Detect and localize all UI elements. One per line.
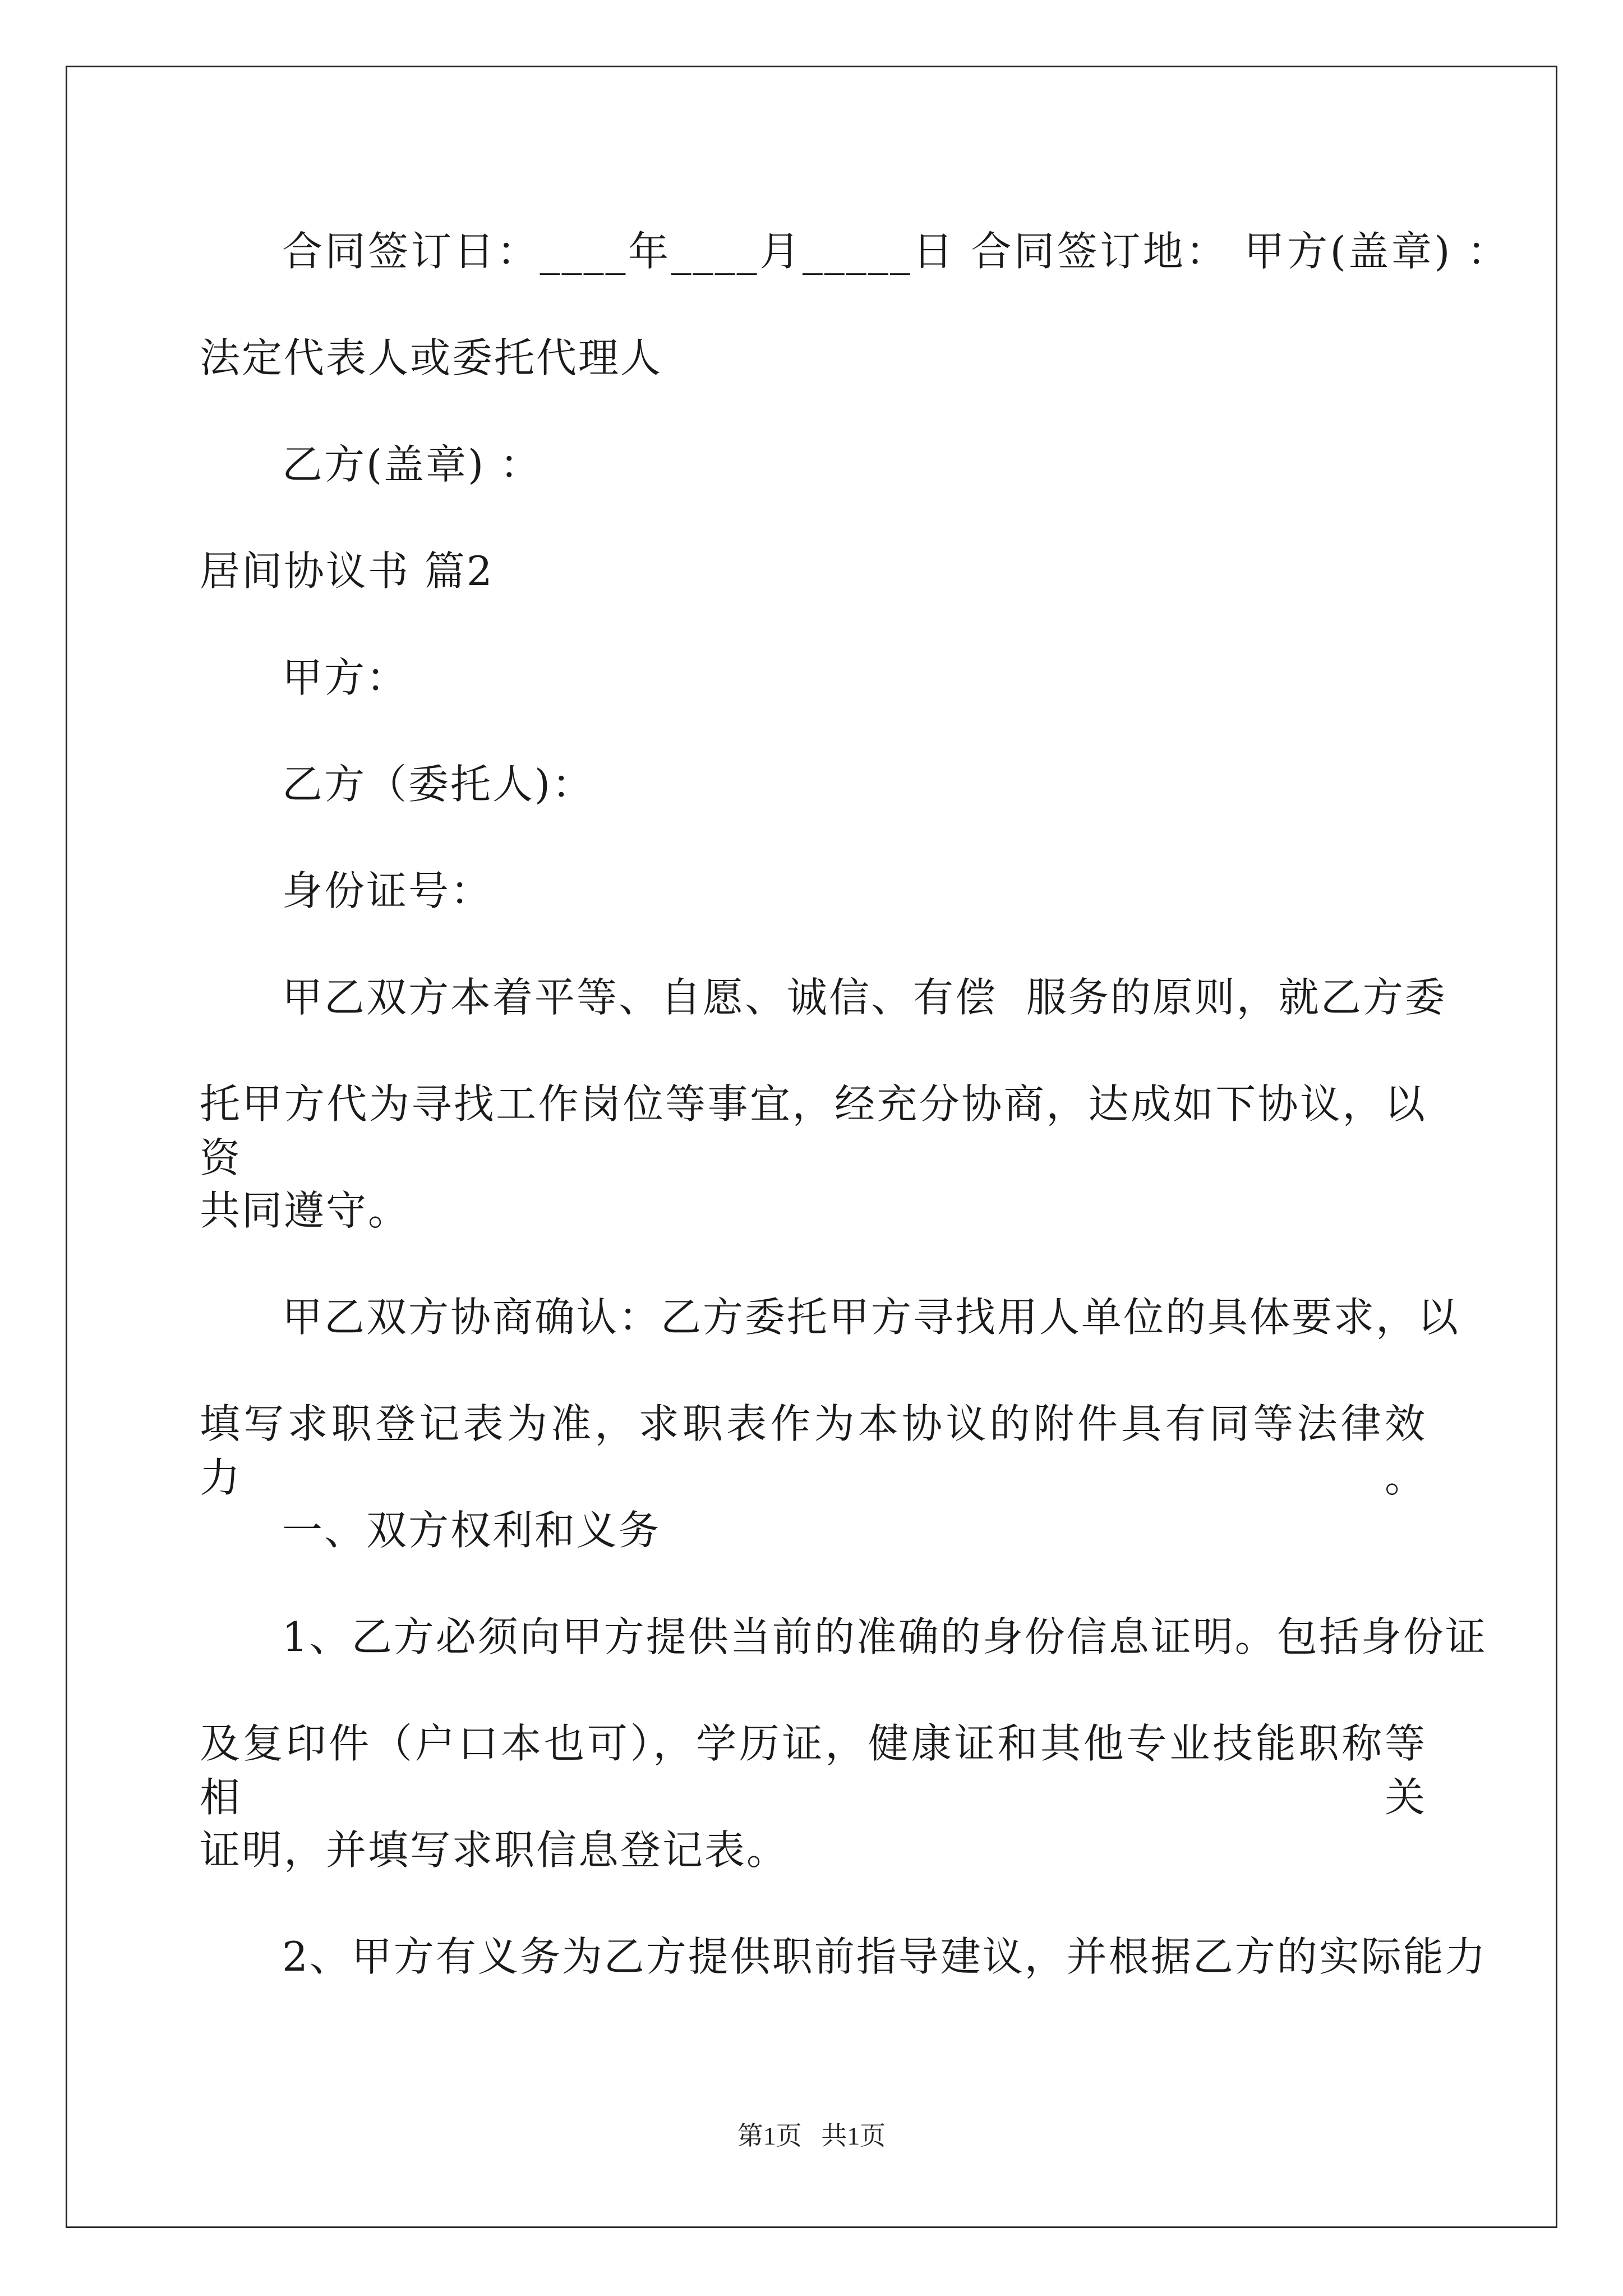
clause-heading: 一、双方权利和义务 (282, 1507, 661, 1554)
paragraph-line: 证明，并填写求职信息登记表。 (200, 1826, 789, 1874)
page-footer: 第1页 共1页 (737, 2122, 886, 2150)
paragraph-line: 托甲方代为寻找工作岗位等事宜，经充分协商，达成如下协议，以资 (200, 1080, 1427, 1181)
paragraph-line: 甲乙双方本着平等、自愿、诚信、有偿 服务的原则，就乙方委 (282, 974, 1447, 1021)
party-a-line: 甲方： (282, 654, 409, 701)
paragraph-line: 2、甲方有义务为乙方提供职前指导建议，并根据乙方的实际能力 (282, 1933, 1487, 1980)
contract-signing-line: 合同签订日：____年____月_____日 合同签订地： 甲方(盖章) ： (282, 228, 1509, 275)
paragraph-line: 甲乙双方协商确认：乙方委托甲方寻找用人单位的具体要求，以 (282, 1294, 1460, 1341)
id-number-line: 身份证号： (282, 867, 493, 914)
party-b-client-line: 乙方（委托人)： (282, 761, 594, 808)
legal-representative-line: 法定代表人或委托代理人 (200, 334, 663, 381)
paragraph-line: 填写求职登记表为准，求职表作为本协议的附件具有同等法律效力。 (200, 1400, 1427, 1501)
paragraph-line: 及复印件（户口本也可），学历证，健康证和其他专业技能职称等相关 (200, 1720, 1427, 1821)
paragraph-line: 1、乙方必须向甲方提供当前的准确的身份信息证明。包括身份证 (282, 1613, 1487, 1660)
paragraph-line: 共同遵守。 (200, 1187, 411, 1234)
party-b-seal-line: 乙方(盖章) ： (282, 441, 542, 488)
section-heading: 居间协议书 篇2 (200, 547, 494, 595)
